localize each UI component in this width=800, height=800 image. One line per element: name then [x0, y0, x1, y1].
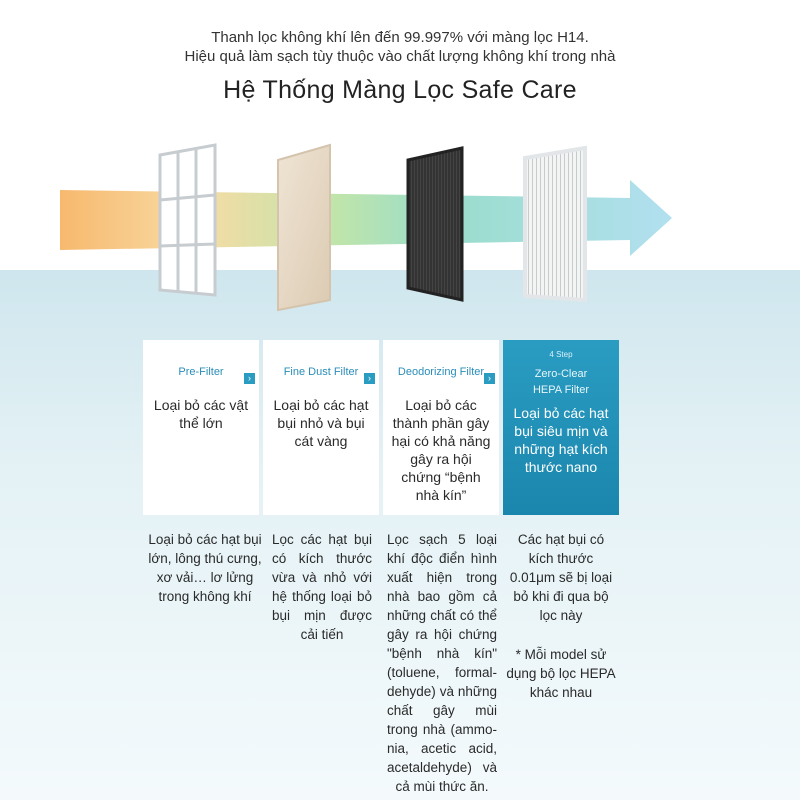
- chevron-right-icon[interactable]: ›: [484, 373, 495, 384]
- card-deodorizing-filter[interactable]: [383, 340, 499, 515]
- pre-filter-image: [160, 145, 215, 295]
- card-desc: Loại bỏ các hạt bụi nhỏ và bụi cát vàng: [273, 397, 369, 449]
- card-label: [503, 366, 619, 398]
- detail-hepa-filter: [505, 530, 617, 702]
- subtitle-line-2: Hiệu quả làm sạch tùy thuộc vào chất lượng không khí trong nhà: [184, 48, 616, 65]
- fine-dust-filter-image: [278, 145, 330, 310]
- card-desc: Loại bỏ các thành phần gây hại có khả năng gây ra hội chứng “bệnh nhà kín”: [391, 397, 491, 503]
- card-label-line-1: Zero-Clear: [534, 368, 588, 380]
- detail-pre-filter: Loại bỏ các hạt bụi lớn, lông thú cưng, xơ vải… lơ lửng trong không khí: [148, 532, 262, 604]
- hepa-note: * Mỗi model sử dụng bộ lọc HEPA khác nhau: [506, 647, 616, 700]
- card-label-line-2: HEPA Filter: [532, 384, 590, 396]
- filter-illustration: [0, 100, 800, 330]
- chevron-right-icon[interactable]: ›: [244, 373, 255, 384]
- page-title: Hệ Thống Màng Lọc Safe Care: [223, 76, 577, 104]
- detail-fine-dust-filter: Lọc các hạt bụi có kích thước vừa và nhỏ với hệ thống loại bỏ bụi mịn được cải tiến: [272, 532, 372, 642]
- step-label: 4 Step: [549, 350, 573, 359]
- subtitle-line-1: Thanh lọc không khí lên đến 99.997% với màng lọc H14.: [211, 29, 589, 46]
- hepa-detail-text: Các hạt bụi có kích thước 0.01μm sẽ bị loại bỏ khi đi qua bộ lọc này: [509, 532, 613, 623]
- hepa-filter-image: [525, 148, 585, 300]
- card-pre-filter[interactable]: [143, 340, 259, 515]
- card-label: Fine Dust Filter: [283, 366, 359, 378]
- card-fine-dust-filter[interactable]: [263, 340, 379, 515]
- filter-cards: [143, 340, 621, 515]
- chevron-right-icon[interactable]: ›: [364, 373, 375, 384]
- card-label: Pre-Filter: [178, 366, 224, 378]
- card-hepa-filter[interactable]: [503, 340, 619, 515]
- deodorizing-filter-image: [408, 148, 462, 300]
- card-desc: Loại bỏ các hạt bụi siêu mịn và những hạt kích thước nano: [513, 405, 609, 475]
- card-label: Deodorizing Filter: [397, 366, 485, 378]
- detail-deodorizing-filter: Lọc sạch 5 loại khí độc điển hình xuất hiện trong nhà bao gồm cả những chất có thể gây ra hội chứng "bệnh nhà kín" (toluene, formal-dehyde) và những chất gây mùi trong nhà (ammo-nia, acetic acid, acetaldehyde) và cả mùi thức ăn.: [387, 532, 497, 794]
- card-desc: Loại bỏ các vật thể lớn: [153, 397, 249, 431]
- header: [0, 28, 800, 105]
